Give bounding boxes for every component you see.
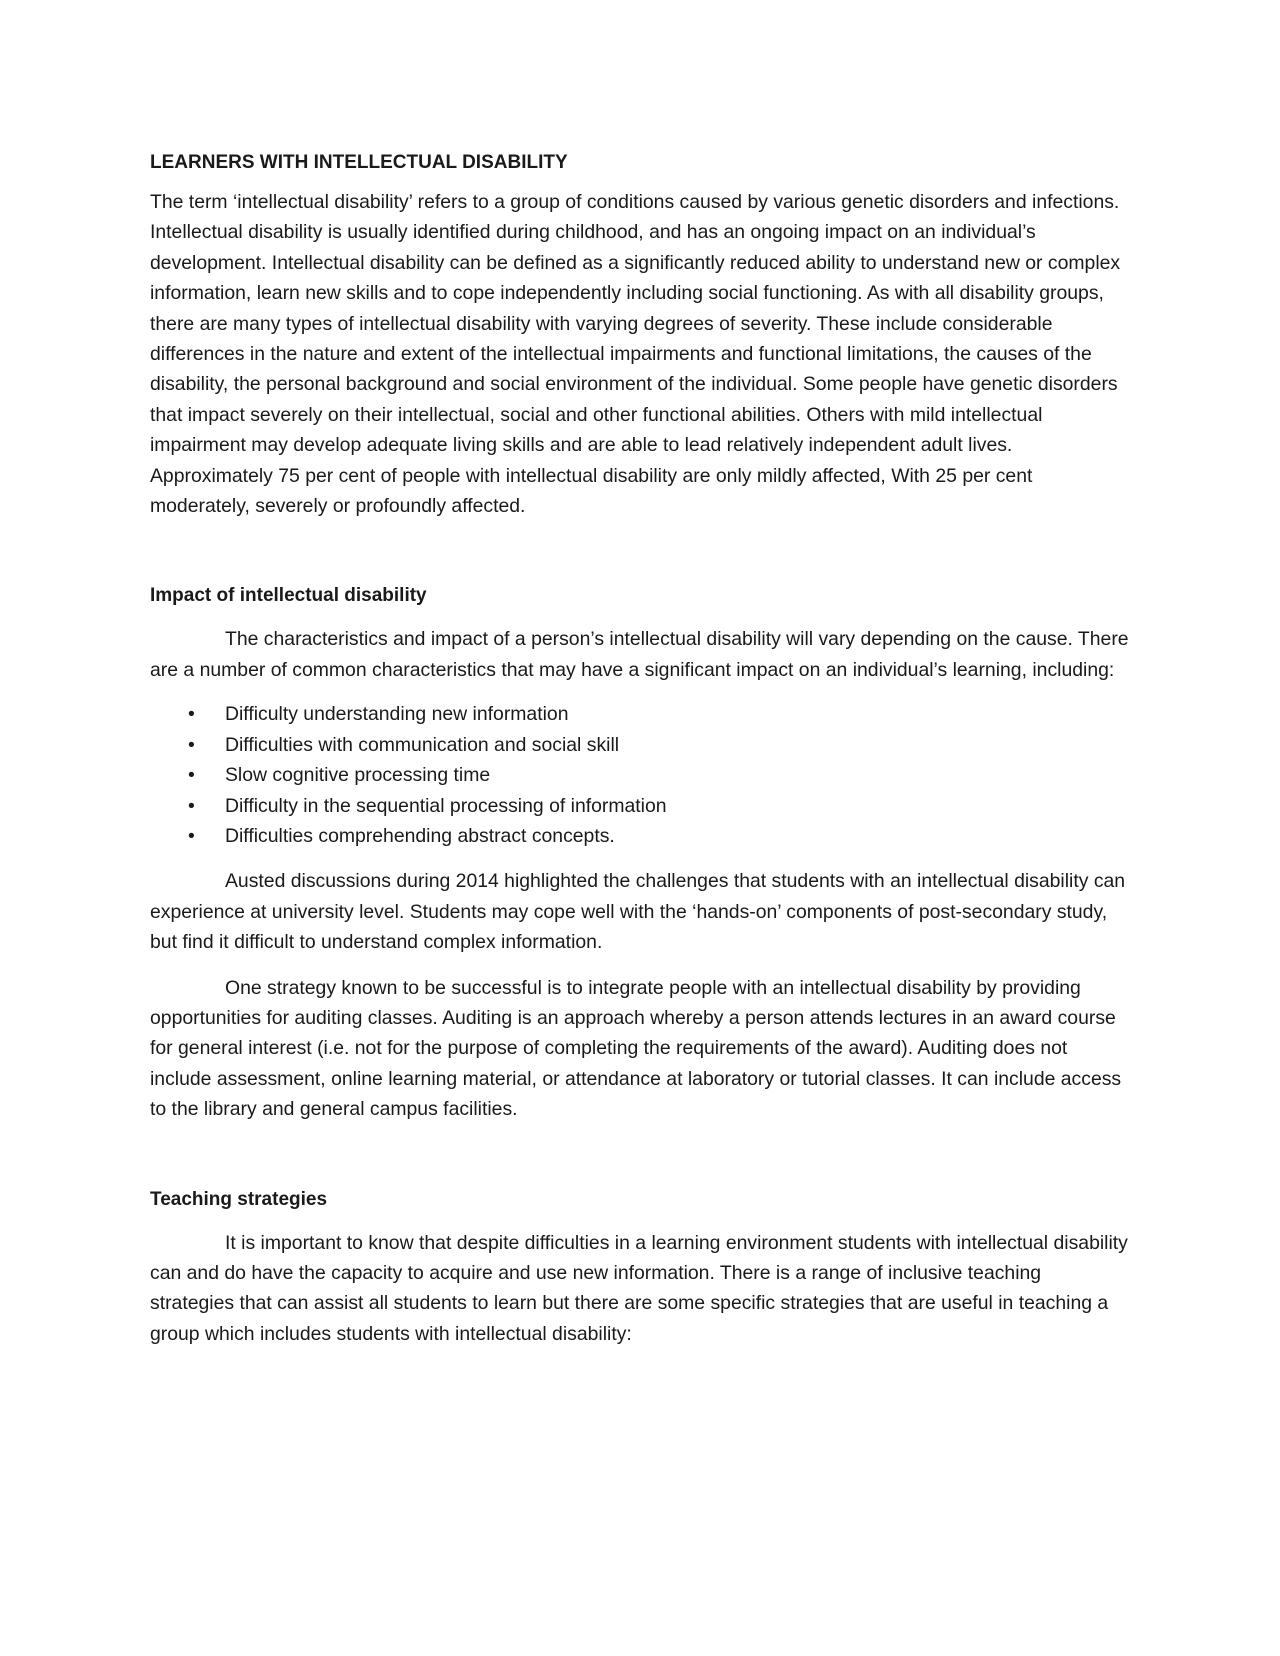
auditing-paragraph: One strategy known to be successful is to integrate people with an intellectual disability by providing opportunities for auditing classes. Auditing is an approach whereby a person attends lectures in an award course for general interest (i.e. not for the purpose of completing the requirements of the award). Auditing does not include assessment, online learning material, or attendance at laboratory or tutorial classes. It can include access to the library and general campus facilities. (150, 976, 1122, 1121)
teaching-heading: Teaching strategies (150, 1188, 328, 1210)
bullet-icon: • (188, 794, 195, 817)
list-item-text: Difficulty understanding new information (225, 703, 569, 726)
teaching-paragraph: It is important to know that despite difficulties in a learning environment students with intellectual disability can and do have the capacity to acquire and use new information. There is a range of inclusive teaching strategies that can assist all students to learn but there are some specific strategies that are useful in teaching a group which includes students with intellectual disability: (150, 1231, 1128, 1345)
section-spacer (150, 521, 1130, 581)
bullet-icon: • (188, 764, 195, 787)
list-item (150, 730, 1130, 760)
austed-paragraph: Austed discussions during 2014 highlighted the challenges that students with an intellectual disability can experience at university level. Students may cope well with the ‘hands-on’ components of post-secondary study, but find it difficult to understand complex information. (150, 870, 1126, 954)
impact-heading: Impact of intellectual disability (150, 585, 427, 607)
list-item (150, 760, 1130, 790)
section-spacer (150, 1125, 1130, 1185)
list-item (150, 791, 1130, 821)
list-item-text: Slow cognitive processing time (225, 764, 491, 787)
bullet-icon: • (188, 703, 195, 726)
list-item (150, 821, 1130, 851)
paragraph-spacer (150, 851, 1130, 866)
list-spacer (150, 685, 1130, 699)
list-item (150, 699, 1130, 729)
document-page (150, 148, 1130, 1349)
document-title: LEARNERS WITH INTELLECTUAL DISABILITY (150, 152, 568, 173)
bullet-icon: • (188, 824, 195, 847)
intro-paragraph: The term ‘intellectual disability’ refers to a group of conditions caused by various genetic disorders and infections. Intellectual disability is usually identified during childhood, and has an ongoing impact on an individual’s development. Intellectual disability can be defined as a significantly reduced ability to understand new or complex information, learn new skills and to cope independently including social functioning. As with all disability groups, there are many types of intellectual disability with varying degrees of severity. These include considerable differences in the nature and extent of the intellectual impairments and functional limitations, the causes of the disability, the personal background and social environment of the individual. Some people have genetic disorders that impact severely on their intellectual, social and other functional abilities. Others with mild intellectual impairment may develop adequate living skills and are able to lead relatively independent adult lives. Approximately 75 per cent of people with intellectual disability are only mildly affected, With 25 per cent moderately, severely or profoundly affected. (150, 191, 1121, 518)
list-item-text: Difficulties with communication and social skill (225, 733, 620, 756)
bullet-icon: • (188, 733, 195, 756)
characteristics-list (150, 699, 1130, 851)
impact-intro-paragraph: The characteristics and impact of a person’s intellectual disability will vary depending on the cause. There are a number of common characteristics that may have a significant impact on an individual’s learning, including: (150, 628, 1129, 681)
paragraph-spacer (150, 958, 1130, 973)
list-item-text: Difficulties comprehending abstract concepts. (225, 824, 615, 847)
list-item-text: Difficulty in the sequential processing of information (225, 794, 667, 817)
